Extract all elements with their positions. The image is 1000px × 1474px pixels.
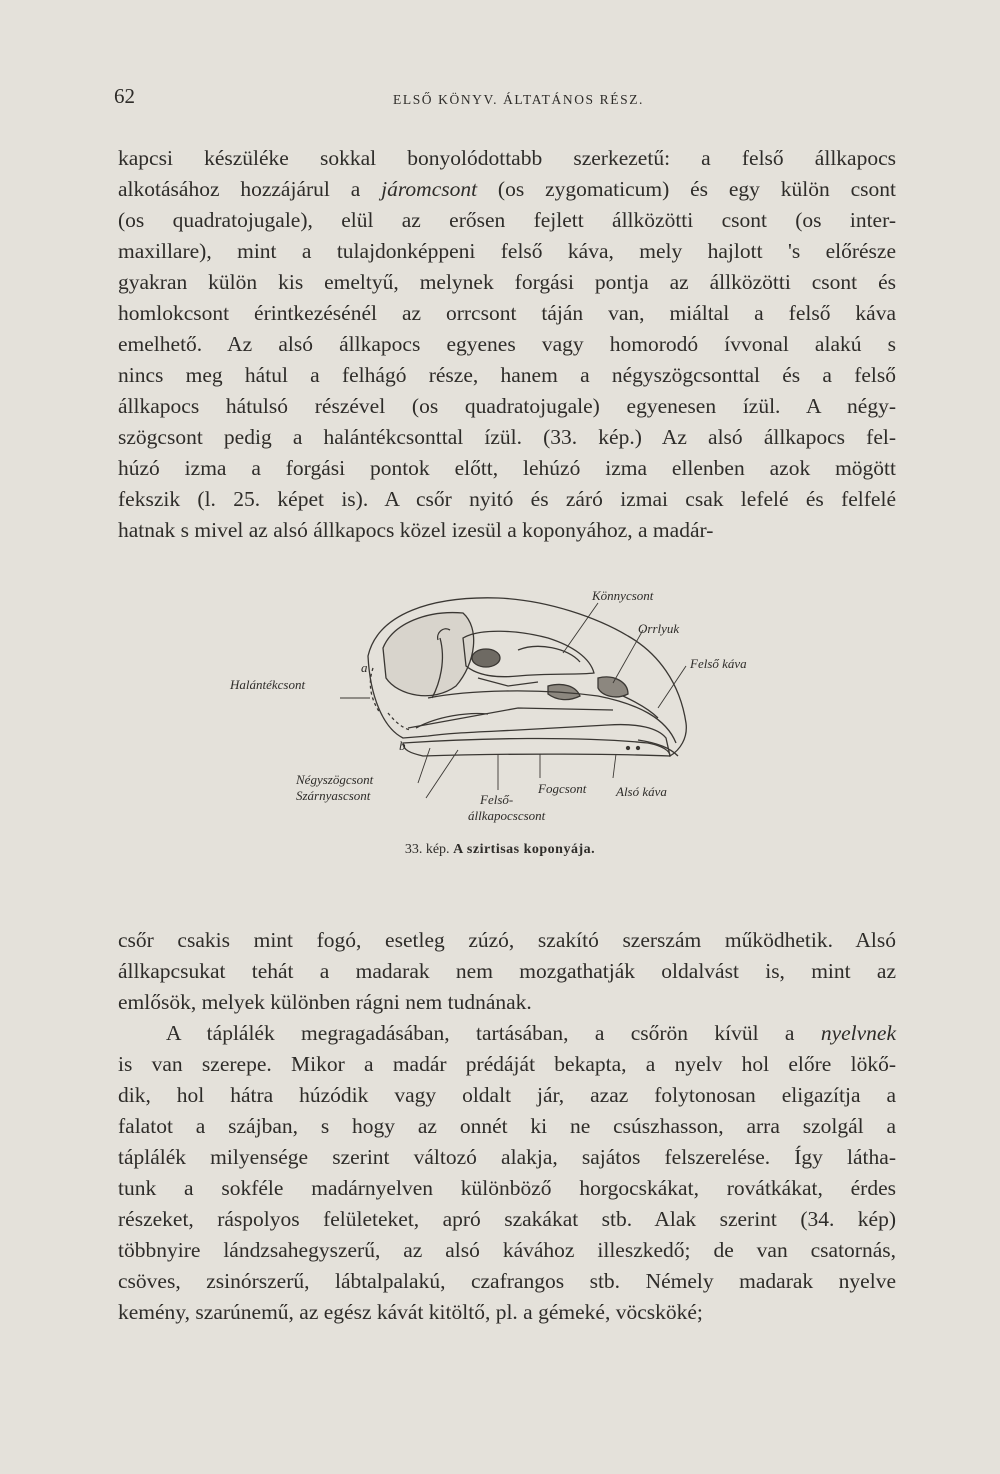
label-negyszogcsont: Négyszögcsont <box>296 772 374 787</box>
page-number: 62 <box>114 84 135 108</box>
text-line: tunk a sokféle madárnyelven különböző horgocskákat, rovátkákat, érdes <box>118 1176 896 1200</box>
label-also-kava: Alsó káva <box>616 784 667 799</box>
paragraph-2 <box>118 925 896 1018</box>
paragraph-1 <box>118 143 896 546</box>
text-line: többnyire lándzsahegyszerű, az alsó kávához illeszkedő; de van csatornás, <box>118 1238 896 1262</box>
text-line: csőr csakis mint fogó, esetleg zúzó, szakító szerszám működhetik. Alsó <box>118 928 896 952</box>
label-konnycsont: Könnycsont <box>592 588 654 603</box>
text-line: részeket, ráspolyos felületeket, apró szakákat stb. Alak szerint (34. kép) <box>118 1207 896 1231</box>
text-line: dik, hol hátra húzódik vagy oldalt jár, azaz folytonosan eligazítja a <box>118 1083 896 1107</box>
running-head: ELSŐ KÖNYV. ÁLTATÁNOS RÉSZ. <box>393 92 645 107</box>
text-line: A táplálék megragadásában, tartásában, a csőrön kívül a nyelvnek <box>166 1021 896 1045</box>
label-a: a <box>361 660 368 675</box>
text-line: kapcsi készüléke sokkal bonyolódottabb szerkezetű: a felső állkapocs <box>118 146 896 170</box>
label-b: b <box>399 738 406 753</box>
caption-title: A szirtisas koponyája. <box>453 842 596 857</box>
label-felso-2: állkapocscsont <box>468 808 546 823</box>
text-line: állkapocs hátulsó részével (os quadratojugale) egyenesen ízül. A négy- <box>118 394 896 418</box>
text-line: állkapcsukat tehát a madarak nem mozgathatják oldalvást is, mint az <box>118 959 896 983</box>
text-line: csöves, zsinórszerű, lábtalpalakú, czafrangos stb. Némely madarak nyelve <box>118 1269 896 1293</box>
label-szarnyascsont: Szárnyascsont <box>296 788 371 803</box>
skull-illustration <box>218 578 747 828</box>
label-fogcsont: Fogcsont <box>538 781 587 796</box>
text-line: (os quadratojugale), elül az erősen fejlett állközötti csont (os inter- <box>118 208 896 232</box>
text-line: hatnak s mivel az alsó állkapocs közel izesül a koponyához, a madár- <box>118 518 714 542</box>
text-line: gyakran külön kis emeltyű, melynek forgási pontja az állközötti csont és <box>118 270 896 294</box>
label-felso-kava: Felső káva <box>690 656 747 671</box>
figure-caption <box>0 842 1000 858</box>
text-line: homlokcsont érintkezésénél az orrcsont táján van, miáltal a felső káva <box>118 301 896 325</box>
text-line: kemény, szarúnemű, az egész kávát kitöltő, pl. a gémeké, vöcsköké; <box>118 1300 703 1324</box>
text-line: emlősök, melyek különben rágni nem tudnának. <box>118 990 532 1014</box>
text-line: fekszik (l. 25. képet is). A csőr nyitó és záró izmai csak lefelé és felfelé <box>118 487 896 511</box>
text-line: alkotásához hozzájárul a járomcsont (os zygomaticum) és egy külön csont <box>118 177 896 201</box>
text-line: maxillare), mint a tulajdonképpeni felső káva, mely hajlott 's előrésze <box>118 239 896 263</box>
label-orrlyuk: Orrlyuk <box>638 621 680 636</box>
text-line: falatot a szájban, s hogy az onnét ki ne csúszhasson, arra szolgál a <box>118 1114 896 1138</box>
paragraph-3 <box>118 1018 896 1328</box>
text-line: táplálék milyensége szerint változó alakja, sajátos felszerelése. Így látha- <box>118 1145 896 1169</box>
label-felso-1: Felső- <box>480 792 514 807</box>
text-line: nincs meg hátul a felhágó része, hanem a négyszögcsonttal és a felső <box>118 363 896 387</box>
text-line: is van szerepe. Mikor a madár prédáját bekapta, a nyelv hol előre lökő- <box>118 1052 896 1076</box>
text-line: húzó izma a forgási pontok előtt, lehúzó izma ellenben azok mögött <box>118 456 896 480</box>
text-line: szögcsont pedig a halántékcsonttal ízül. (33. kép.) Az alsó állkapocs fel- <box>118 425 896 449</box>
caption-number: 33. kép. <box>404 842 450 857</box>
text-line: emelhető. Az alsó állkapocs egyenes vagy homorodó ívvonal alakú s <box>118 332 896 356</box>
label-halantekcsont: Halántékcsont <box>230 677 306 692</box>
